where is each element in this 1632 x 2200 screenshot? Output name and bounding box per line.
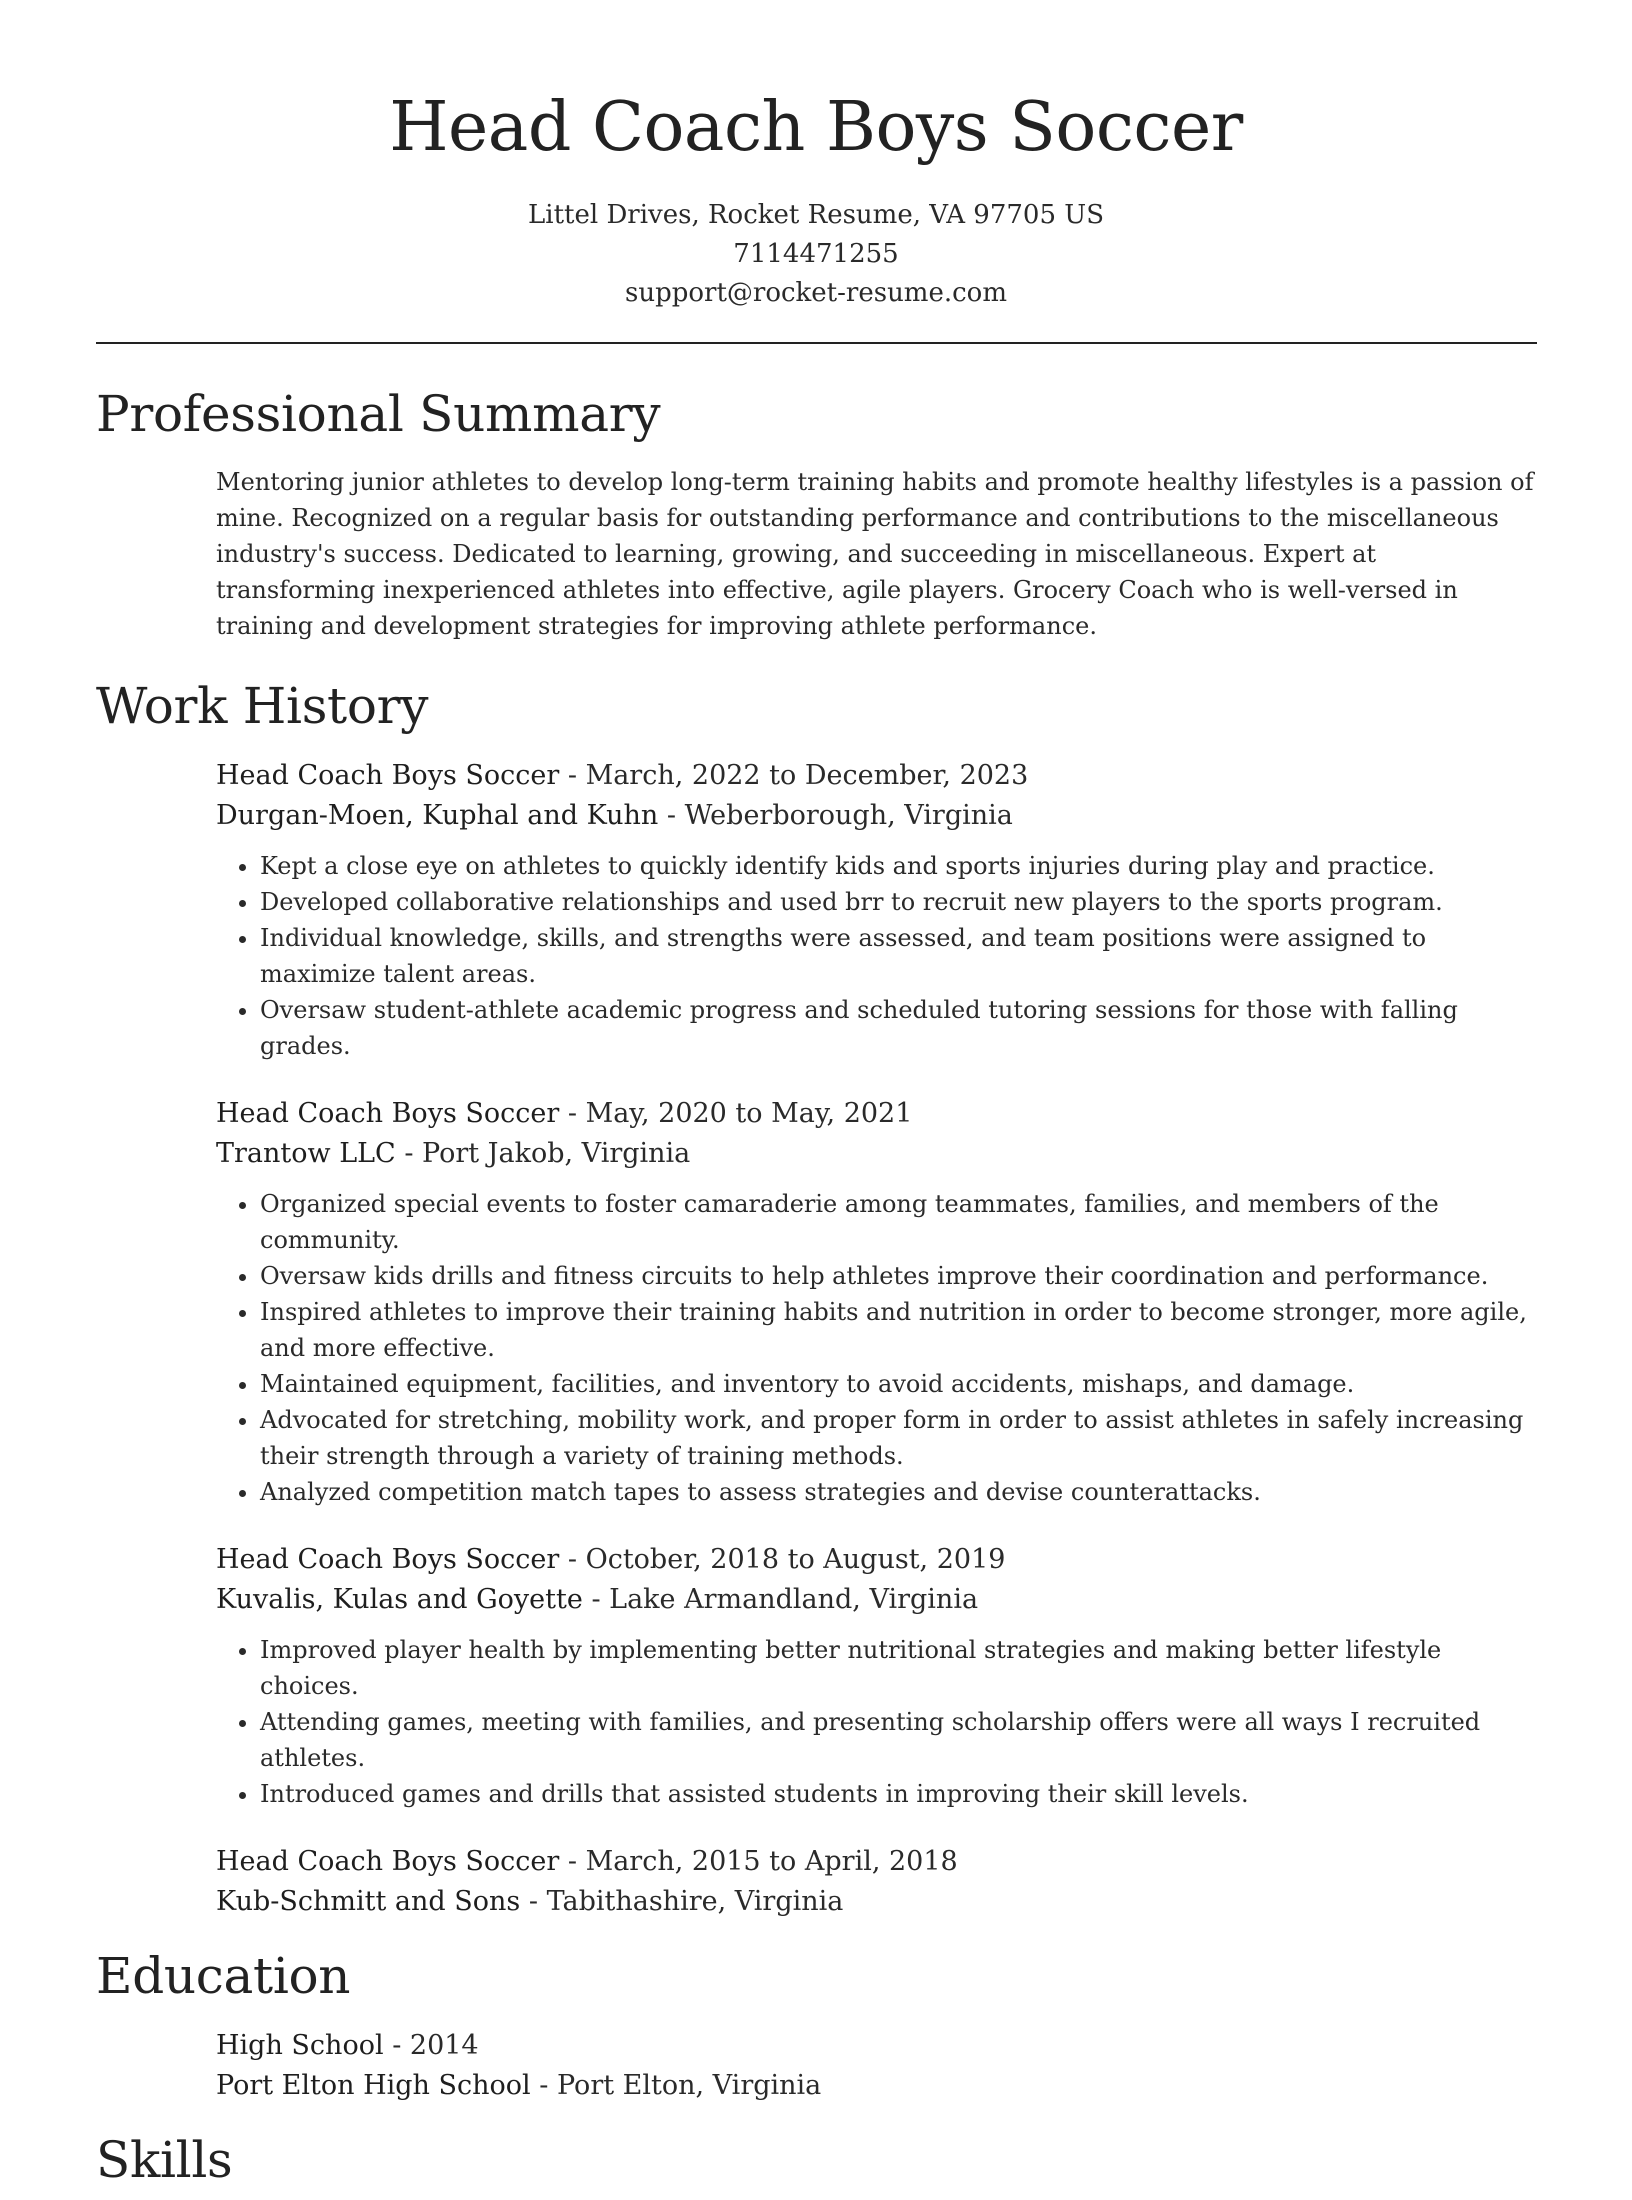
resume-body (96, 374, 1537, 2200)
job-title-line (216, 1540, 1537, 1580)
job-company: Kub-Schmitt and Sons (216, 1886, 521, 1917)
education-location: - Port Elton, Virginia (539, 2070, 822, 2101)
duty-item: • Kept a close eye on athletes to quickly identify kids and sports injuries during play and practice. (260, 848, 1537, 884)
job-location: - Weberborough, Virginia (666, 800, 1013, 831)
section-heading-work-history: Work History (96, 677, 429, 735)
header-divider (96, 342, 1537, 344)
job-title: Head Coach Boys Soccer (216, 760, 560, 791)
duty-item: • Developed collaborative relationships and used brr to recruit new players to the sports program. (260, 884, 1537, 920)
job-dates: - March, 2022 to December, 2023 (567, 760, 1029, 791)
education-degree-line (216, 2026, 1537, 2066)
job-company-line (216, 1882, 1537, 1922)
job-company-line (216, 796, 1537, 836)
job-title-line (216, 1094, 1537, 1134)
job-title: Head Coach Boys Soccer (216, 1098, 560, 1129)
job-dates: - March, 2015 to April, 2018 (567, 1846, 958, 1877)
duty-item: • Organized special events to foster camaraderie among teammates, families, and members of the community. (260, 1186, 1537, 1258)
job-entry (216, 1094, 1537, 1510)
education-degree: High School (216, 2030, 384, 2061)
section-heading-education: Education (96, 1947, 351, 2005)
duty-item: • Introduced games and drills that assisted students in improving their skill levels. (260, 1776, 1537, 1812)
education-school-line (216, 2066, 1537, 2106)
work-history-section (96, 666, 1537, 1922)
duty-item: • Oversaw student-athlete academic progress and scheduled tutoring sessions for those with falling grades. (260, 992, 1537, 1064)
phone: 7114471255 (733, 239, 899, 269)
section-heading-skills: Skills (96, 2131, 233, 2189)
job-location: - Lake Armandland, Virginia (591, 1584, 979, 1615)
job-title-line (216, 756, 1537, 796)
duty-item: • Analyzed competition match tapes to assess strategies and devise counterattacks. (260, 1474, 1537, 1510)
job-title-line (216, 1842, 1537, 1882)
job-location: - Port Jakob, Virginia (404, 1138, 691, 1169)
job-company: Trantow LLC (216, 1138, 396, 1169)
summary-section (96, 374, 1537, 644)
resume-header (0, 0, 1632, 313)
contact-block (0, 196, 1632, 313)
job-title: Head Coach Boys Soccer (216, 1544, 560, 1575)
job-company-line (216, 1580, 1537, 1620)
skills-section (96, 2120, 1537, 2200)
job-duties (216, 848, 1537, 1064)
job-duties (216, 1632, 1537, 1812)
job-entry (216, 1842, 1537, 1922)
address: Littel Drives, Rocket Resume, VA 97705 US (528, 200, 1104, 230)
section-heading-summary: Professional Summary (96, 385, 661, 443)
education-section (96, 1936, 1537, 2106)
job-entry (216, 1540, 1537, 1812)
email: support@rocket-resume.com (624, 278, 1007, 308)
duty-item: • Maintained equipment, facilities, and inventory to avoid accidents, mishaps, and damage. (260, 1366, 1537, 1402)
duty-item: • Advocated for stretching, mobility work, and proper form in order to assist athletes in safely increasing their strength through a variety of training methods. (260, 1402, 1537, 1474)
job-duties (216, 1186, 1537, 1510)
job-dates: - May, 2020 to May, 2021 (567, 1098, 913, 1129)
duty-item: • Improved player health by implementing better nutritional strategies and making better lifestyle choices. (260, 1632, 1537, 1704)
job-entry (216, 756, 1537, 1064)
duty-item: • Inspired athletes to improve their training habits and nutrition in order to become stronger, more agile, and more effective. (260, 1294, 1537, 1366)
job-location: - Tabithashire, Virginia (528, 1886, 844, 1917)
job-company-line (216, 1134, 1537, 1174)
education-year: - 2014 (392, 2030, 479, 2061)
job-dates: - October, 2018 to August, 2019 (567, 1544, 1006, 1575)
candidate-name: Head Coach Boys Soccer (389, 88, 1243, 167)
education-entry (216, 2026, 1537, 2106)
summary-text: Mentoring junior athletes to develop long-term training habits and promote healthy lifestyles is a passion of mine. Recognized on a regular basis for outstanding performance and contributions to the miscellaneous industry's success. Dedicated to learning, growing, and succeeding in miscellaneous. Expert at transforming inexperienced athletes into effective, agile players. Grocery Coach who is well-versed in training and development strategies for improving athlete performance. (216, 468, 1534, 640)
duty-item: • Individual knowledge, skills, and strengths were assessed, and team positions were assigned to maximize talent areas. (260, 920, 1537, 992)
job-company: Kuvalis, Kulas and Goyette (216, 1584, 583, 1615)
education-school: Port Elton High School (216, 2070, 531, 2101)
duty-item: • Attending games, meeting with families, and presenting scholarship offers were all ways I recruited athletes. (260, 1704, 1537, 1776)
duty-item: • Oversaw kids drills and fitness circuits to help athletes improve their coordination and performance. (260, 1258, 1537, 1294)
job-company: Durgan-Moen, Kuphal and Kuhn (216, 800, 659, 831)
job-title: Head Coach Boys Soccer (216, 1846, 560, 1877)
